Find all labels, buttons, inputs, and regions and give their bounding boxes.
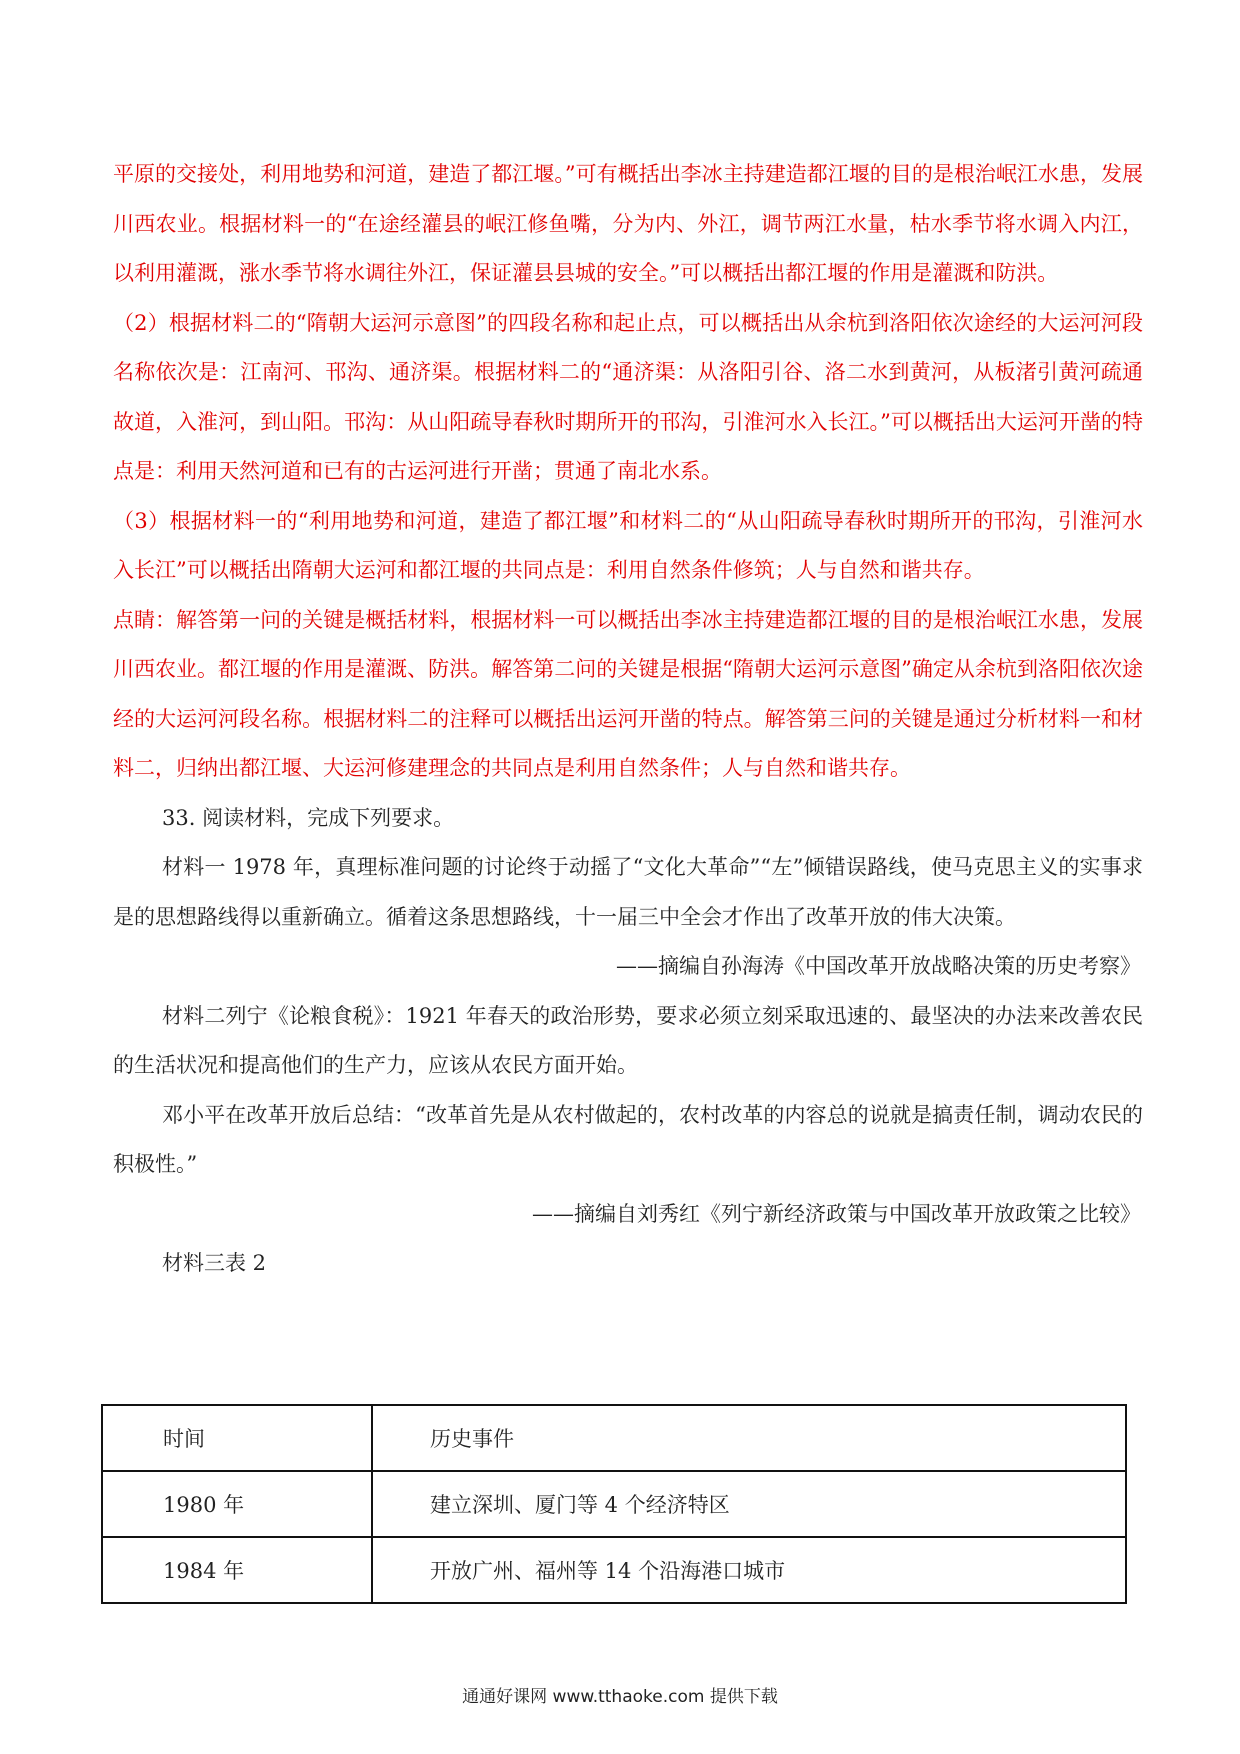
table-cell-year: 1980 年 [102, 1471, 372, 1537]
table-header-row [102, 1405, 1126, 1471]
answer-hint-paragraph: 点睛：解答第一问的关键是概括材料，根据材料一可以概括出李冰主持建造都江堰的目的是根治岷江水患，发展川西农业。都江堰的作用是灌溉、防洪。解答第二问的关键是根据“隋朝大运河示意图”确定从余杭到洛阳依次途经的大运河河段名称。根据材料二的注释可以概括出运河开凿的特点。解答第三问的关键是通过分析材料一和材料二，归纳出都江堰、大运河修建理念的共同点是利用自然条件；人与自然和谐共存。 [113, 607, 1143, 780]
table-header-cell: 时间 [102, 1405, 372, 1471]
table-row [102, 1537, 1126, 1603]
table-cell-year: 1984 年 [102, 1537, 372, 1603]
answer-paragraph-3: （3）根据材料一的“利用地势和河道，建造了都江堰”和材料二的“从山阳疏导春秋时期所开的邗沟，引淮河水入长江”可以概括出隋朝大运河和都江堰的共同点是：利用自然条件修筑；人与自然和谐共存。 [113, 508, 1143, 582]
material-one: 材料一 1978 年，真理标准问题的讨论终于动摇了“文化大革命”“左”倾错误路线，使马克思主义的实事求是的思想路线得以重新确立。循着这条思想路线，十一届三中全会才作出了改革开放的伟大决策。 [113, 855, 1143, 929]
page-content [113, 150, 1143, 1289]
table-cell-event: 开放广州、福州等 14 个沿海港口城市 [372, 1537, 1126, 1603]
question-heading: 33. 阅读材料，完成下列要求。 [162, 805, 455, 830]
events-table [101, 1404, 1127, 1604]
material-two: 材料二列宁《论粮食税》：1921 年春天的政治形势，要求必须立刻采取迅速的、最坚决的办法来改善农民的生活状况和提高他们的生产力，应该从农民方面开始。 [113, 1003, 1143, 1077]
material-two-quote: 邓小平在改革开放后总结：“改革首先是从农村做起的，农村改革的内容总的说就是搞责任制，调动农民的积极性。” [113, 1102, 1143, 1176]
table-cell-event: 建立深圳、厦门等 4 个经济特区 [372, 1471, 1126, 1537]
material-one-source: ——摘编自孙海涛《中国改革开放战略决策的历史考察》 [616, 954, 1141, 978]
material-three-label: 材料三表 2 [162, 1251, 267, 1275]
table-row [102, 1471, 1126, 1537]
answer-paragraph-1: 平原的交接处，利用地势和河道，建造了都江堰。”可有概括出李冰主持建造都江堰的目的是根治岷江水患，发展川西农业。根据材料一的“在途经灌县的岷江修鱼嘴，分为内、外江，调节两江水量，枯水季节将水调入内江，以利用灌溉，涨水季节将水调往外江，保证灌县县城的安全。”可以概括出都江堰的作用是灌溉和防洪。 [113, 162, 1143, 285]
page-footer: 通通好课网 www.tthaoke.com 提供下载 [462, 1687, 778, 1707]
table-header-cell: 历史事件 [372, 1405, 1126, 1471]
material-two-source: ——摘编自刘秀红《列宁新经济政策与中国改革开放政策之比较》 [532, 1201, 1141, 1226]
answer-paragraph-2: （2）根据材料二的“隋朝大运河示意图”的四段名称和起止点，可以概括出从余杭到洛阳依次途经的大运河河段名称依次是：江南河、邗沟、通济渠。根据材料二的“通济渠：从洛阳引谷、洛二水到黄河，从板渚引黄河疏通故道，入淮河，到山阳。邗沟：从山阳疏导春秋时期所开的邗沟，引淮河水入长江。”可以概括出大运河开凿的特点是：利用天然河道和已有的古运河进行开凿；贯通了南北水系。 [113, 310, 1143, 483]
